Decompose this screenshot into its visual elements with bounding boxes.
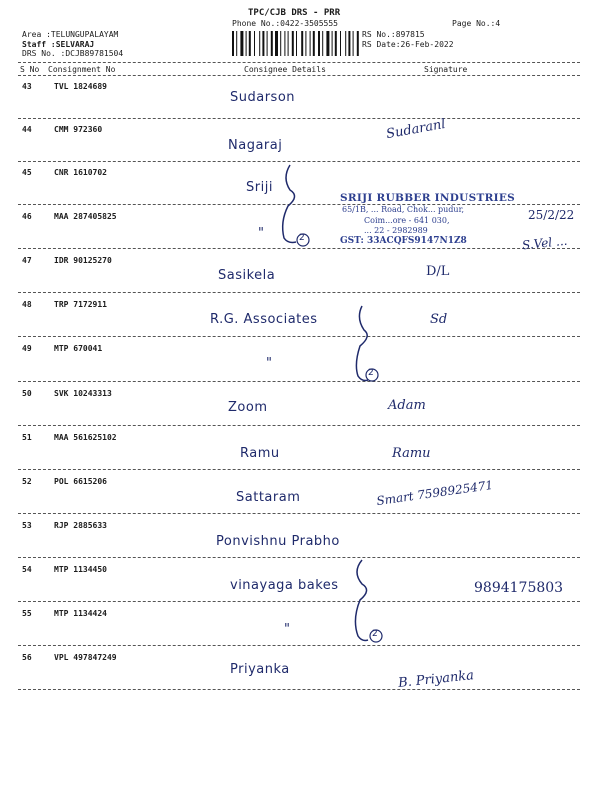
signature: Smart 7598925471 <box>375 477 494 509</box>
row-sno: 44 <box>22 125 32 134</box>
row-sno: 43 <box>22 82 32 91</box>
row-consignment: SVK 10243313 <box>54 389 112 398</box>
consignee-name: Ramu <box>240 446 280 461</box>
rs-date: RS Date:26-Feb-2022 <box>362 40 454 49</box>
bracket-count: 2 <box>372 629 379 639</box>
row-consignment: MTP 670041 <box>54 344 103 353</box>
column-sno: S No <box>20 65 40 74</box>
row-sno: 50 <box>22 389 32 398</box>
row-consignment: CMM 972360 <box>54 125 103 134</box>
column-signature: Signature <box>424 65 468 74</box>
consignee-name: Priyanka <box>230 662 290 677</box>
column-consignee: Consignee Details <box>244 65 326 74</box>
row-sno: 53 <box>22 521 32 530</box>
consignee-name: " <box>266 356 273 371</box>
row-consignment: TVL 1824689 <box>54 82 107 91</box>
drs-number: DRS No. :DCJB89781504 <box>22 49 124 58</box>
signature: 9894175803 <box>474 580 564 596</box>
row-consignment: VPL 497847249 <box>54 653 117 662</box>
consignee-name: Nagaraj <box>228 138 283 153</box>
document-title: TPC/CJB DRS - PRR <box>248 8 341 18</box>
signature: Sudaranl <box>385 116 447 143</box>
company-stamp <box>338 192 526 254</box>
signature: Ramu <box>392 446 431 461</box>
stamp-gst: GST: 33ACQFS9147N1Z8 <box>340 236 467 246</box>
area-label: Area :TELUNGUPALAYAM <box>22 30 119 39</box>
staff-label: Staff :SELVARAJ <box>22 40 95 49</box>
row-consignment: MTP 1134450 <box>54 565 107 574</box>
consignee-name: Sasikela <box>218 268 276 283</box>
consignee-name: vinayaga bakes <box>230 578 339 593</box>
signature: Sd <box>430 312 448 327</box>
signature: B. Priyanka <box>397 668 475 691</box>
row-sno: 55 <box>22 609 32 618</box>
stamp-phone: ... 22 - 2982989 <box>364 226 428 235</box>
row-consignment: MAA 287405825 <box>54 212 117 221</box>
signature: D/L <box>426 264 450 279</box>
row-sno: 46 <box>22 212 32 221</box>
consignee-name: Zoom <box>228 400 268 415</box>
row-consignment: POL 6615206 <box>54 477 107 486</box>
row-consignment: TRP 7172911 <box>54 300 107 309</box>
bracket-count: 2 <box>299 233 306 243</box>
row-sno: 45 <box>22 168 32 177</box>
consignee-name: Sriji <box>246 180 273 195</box>
row-sno: 48 <box>22 300 32 309</box>
rs-number: RS No.:897815 <box>362 30 425 39</box>
consignee-name: " <box>258 226 265 241</box>
row-consignment: IDR 90125270 <box>54 256 112 265</box>
stamp-signature: S.Vel ... <box>521 233 568 253</box>
bracket-count: 2 <box>368 368 375 378</box>
stamp-address-line: Coim...ore - 641 030, <box>364 216 450 225</box>
handwritten-date: 25/2/22 <box>528 208 575 222</box>
row-sno: 47 <box>22 256 32 265</box>
column-consignment: Consignment No <box>48 65 116 74</box>
consignee-name: R.G. Associates <box>210 312 318 327</box>
row-sno: 56 <box>22 653 32 662</box>
consignee-name: Ponvishnu Prabho <box>216 534 340 549</box>
stamp-company-name: SRIJI RUBBER INDUSTRIES <box>340 192 516 204</box>
consignee-name: Sudarson <box>230 90 296 105</box>
consignee-name: " <box>284 622 291 637</box>
row-consignment: CNR 1610702 <box>54 168 107 177</box>
consignee-name: Sattaram <box>236 490 301 505</box>
row-sno: 54 <box>22 565 32 574</box>
row-consignment: RJP 2885633 <box>54 521 107 530</box>
row-sno: 52 <box>22 477 32 486</box>
page-number: Page No.:4 <box>452 19 501 28</box>
stamp-address-line: 65/1B, ... Road, Chok... pudur, <box>342 205 465 214</box>
row-consignment: MTP 1134424 <box>54 609 107 618</box>
phone-number: Phone No.:0422-3505555 <box>232 19 338 28</box>
row-sno: 49 <box>22 344 32 353</box>
row-sno: 51 <box>22 433 32 442</box>
signature: Adam <box>388 398 426 413</box>
row-consignment: MAA 561625102 <box>54 433 117 442</box>
